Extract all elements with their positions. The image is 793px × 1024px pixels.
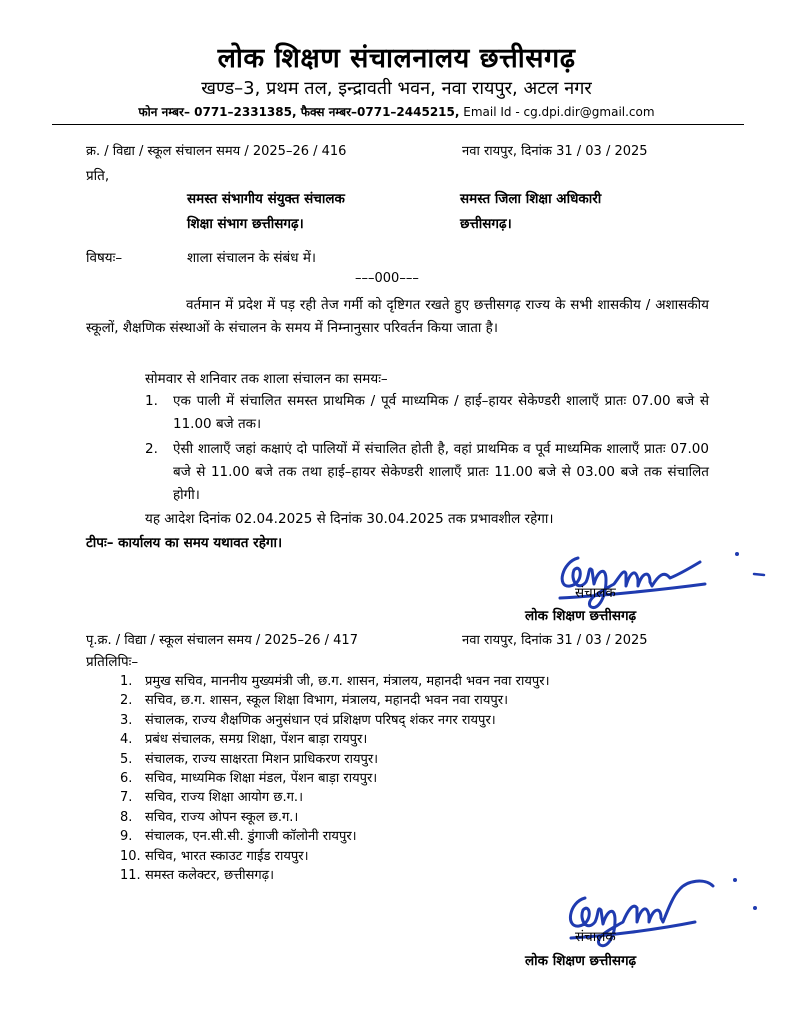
item-number: 9. xyxy=(120,829,133,845)
copy-list xyxy=(120,672,550,885)
item-number: 4. xyxy=(120,732,133,748)
item-number: 7. xyxy=(120,790,133,806)
office-address: खण्ड–3, प्रथम तल, इन्द्रावती भवन, नवा रायपुर, अटल नगर xyxy=(201,78,592,99)
recipient-1-line-2: शिक्षा संभाग छत्तीसगढ़। xyxy=(187,216,304,232)
item-text: संचालक, राज्य साक्षरता मिशन प्राधिकरण रायपुर। xyxy=(145,751,379,767)
item-text: समस्त कलेक्टर, छत्तीसगढ़। xyxy=(145,868,274,884)
email-id: Email Id - cg.dpi.dir@gmail.com xyxy=(463,105,655,119)
signatory-title-2: संचालक xyxy=(575,929,616,945)
list-item xyxy=(120,691,550,710)
signatory-org-1: लोक शिक्षण छत्तीसगढ़ xyxy=(525,608,637,624)
body-paragraph: वर्तमान में प्रदेश में पड़ रही तेज गर्मी को दृष्टिगत रखते हुए छत्तीसगढ़ राज्य के सभी शासकीय / अशासकीय स्कूलों, शैक्षणिक संस्थाओं के संचालन के समय में निम्नानुसार परिवर्तन किया जाता है। xyxy=(86,297,709,336)
list-item xyxy=(145,390,709,436)
item-number: 2. xyxy=(120,693,133,709)
item-text: सचिव, भारत स्काउट गाईड रायपुर। xyxy=(145,848,309,864)
separator: –––000––– xyxy=(355,271,419,286)
recipient-2-line-1: समस्त जिला शिक्षा अधिकारी xyxy=(460,191,602,207)
validity-text: यह आदेश दिनांक 02.04.2025 से दिनांक 30.04.2025 तक प्रभावशील रहेगा। xyxy=(145,511,554,527)
item-text: एक पाली में संचालित समस्त प्राथमिक / पूर्व माध्यमिक / हाई–हायर सेकेण्डरी शालाऍं प्रातः 07.00 बजे से 11.00 बजे तक। xyxy=(173,393,709,432)
header-divider xyxy=(52,124,744,125)
schedule-list xyxy=(145,390,709,507)
recipient-2-line-2: छत्तीसगढ़। xyxy=(460,216,512,232)
item-text: सचिव, छ.ग. शासन, स्कूल शिक्षा विभाग, मंत्रालय, महानदी भवन नवा रायपुर। xyxy=(145,693,509,709)
endorsement-place-date: नवा रायपुर, दिनांक 31 / 03 / 2025 xyxy=(462,633,648,648)
subject-text: शाला संचालन के संबंध में। xyxy=(187,250,317,266)
item-number: 11. xyxy=(120,868,141,884)
list-item xyxy=(120,788,550,807)
list-item xyxy=(120,769,550,788)
order-place-date: नवा रायपुर, दिनांक 31 / 03 / 2025 xyxy=(462,144,648,159)
item-number: 10. xyxy=(120,848,141,864)
copy-to-label: प्रतिलिपिः– xyxy=(86,654,139,670)
subject-label: विषयः– xyxy=(86,250,123,266)
order-ref-no: क्र. / विद्या / स्कूल संचालन समय / 2025–26 / 416 xyxy=(86,144,347,159)
list-item xyxy=(120,730,550,749)
list-item xyxy=(120,750,550,769)
item-text: ऐसी शालाऍं जहां कक्षाएं दो पालियों में संचालित होती है, वहां प्राथमिक व पूर्व माध्यमिक शालाऍं प्रातः 07.00 बजे से 11.00 बजे तक तथा हाई–हायर सेकेण्डरी शालाऍं प्रातः 11.00 बजे से 03.00 बजे तक संचालित होगी। xyxy=(173,441,709,503)
schedule-heading: सोमवार से शनिवार तक शाला संचालन का समयः– xyxy=(145,371,388,387)
item-text: प्रबंध संचालक, समग्र शिक्षा, पेंशन बाड़ा रायपुर। xyxy=(145,732,368,748)
signature-1 xyxy=(540,540,775,615)
item-text: प्रमुख सचिव, माननीय मुख्यमंत्री जी, छ.ग. शासन, मंत्रालय, महानदी भवन नवा रायपुर। xyxy=(145,674,550,689)
prati-label: प्रति, xyxy=(86,168,110,184)
item-number: 3. xyxy=(120,712,133,728)
list-item xyxy=(145,438,709,507)
list-item xyxy=(120,672,550,691)
phone-fax: फोन नम्बर– 0771–2331385, फैक्स नम्बर–0771–2445215, xyxy=(138,105,460,119)
list-item xyxy=(120,808,550,827)
org-name-heading: लोक शिक्षण संचालनालय छत्तीसगढ़ xyxy=(217,43,576,74)
item-text: सचिव, राज्य ओपन स्कूल छ.ग.। xyxy=(145,809,299,825)
item-text: सचिव, माध्यमिक शिक्षा मंडल, पेंशन बाड़ा रायपुर। xyxy=(145,771,378,787)
item-number: 8. xyxy=(120,809,133,825)
item-number: 5. xyxy=(120,751,133,767)
item-number: 2. xyxy=(145,441,158,457)
item-text: संचालक, राज्य शैक्षणिक अनुसंधान एवं प्रशिक्षण परिषद् शंकर नगर रायपुर। xyxy=(145,712,496,728)
item-number: 1. xyxy=(145,393,158,409)
list-item xyxy=(120,866,550,885)
endorsement-ref-no: पृ.क्र. / विद्या / स्कूल संचालन समय / 2025–26 / 417 xyxy=(86,633,358,648)
contact-line xyxy=(0,103,793,120)
note-text: टीपः– कार्यालय का समय यथावत रहेगा। xyxy=(86,535,283,551)
item-number: 6. xyxy=(120,771,133,787)
signatory-title-1: संचालक xyxy=(575,585,616,601)
signatory-org-2: लोक शिक्षण छत्तीसगढ़ xyxy=(525,953,637,969)
list-item xyxy=(120,827,550,846)
item-number: 1. xyxy=(120,674,133,689)
list-item xyxy=(120,711,550,730)
item-text: संचालक, एन.सी.सी. डुंगाजी कॉलोनी रायपुर। xyxy=(145,829,357,845)
list-item xyxy=(120,847,550,866)
item-text: सचिव, राज्य शिक्षा आयोग छ.ग.। xyxy=(145,790,303,806)
recipient-1-line-1: समस्त संभागीय संयुक्त संचालक xyxy=(187,191,345,207)
